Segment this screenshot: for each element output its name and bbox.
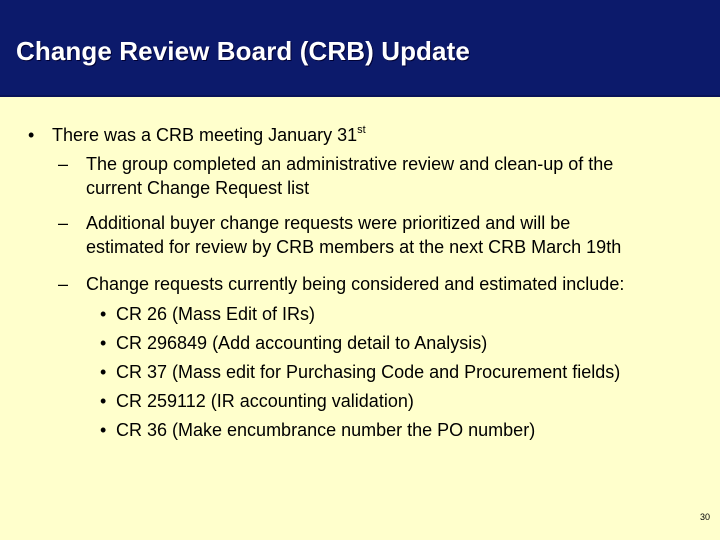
main-bullet-superscript: st [357,124,366,136]
list-item: CR 26 (Mass Edit of IRs) [116,304,316,324]
list-item: CR 259112 (IR accounting validation) [116,391,414,411]
bullet-icon: • [100,333,107,353]
sub-bullet-1-line-2: current Change Request list [86,178,310,198]
bullet-icon: • [100,391,107,411]
sub-bullet-3-text: Change requests currently being considered and estimated include: [86,274,625,294]
list-item: CR 37 (Mass edit for Purchasing Code and Procurement fields) [116,362,621,382]
bullet-icon: • [100,420,107,440]
bullet-icon: • [100,304,107,324]
sub-bullet-2-line-2: estimated for review by CRB members at the next CRB March 19th [86,237,622,257]
dash-icon: – [58,213,69,233]
dash-icon: – [58,154,69,174]
dash-icon: – [58,274,69,294]
slide-title: Change Review Board (CRB) Update [16,36,470,66]
page-number: 30 [699,512,710,522]
list-item: CR 296849 (Add accounting detail to Analysis) [116,333,488,353]
main-bullet-label: There was a CRB meeting January 31 [52,125,358,145]
bullet-icon: • [100,362,107,382]
list-item: CR 36 (Make encumbrance number the PO number) [116,420,536,440]
sub-bullet-1-line-1: The group completed an administrative review and clean-up of the [86,154,614,174]
bullet-icon: • [28,125,35,145]
main-bullet-text [52,124,366,146]
sub-bullet-2-line-1: Additional buyer change requests were prioritized and will be [86,213,571,233]
